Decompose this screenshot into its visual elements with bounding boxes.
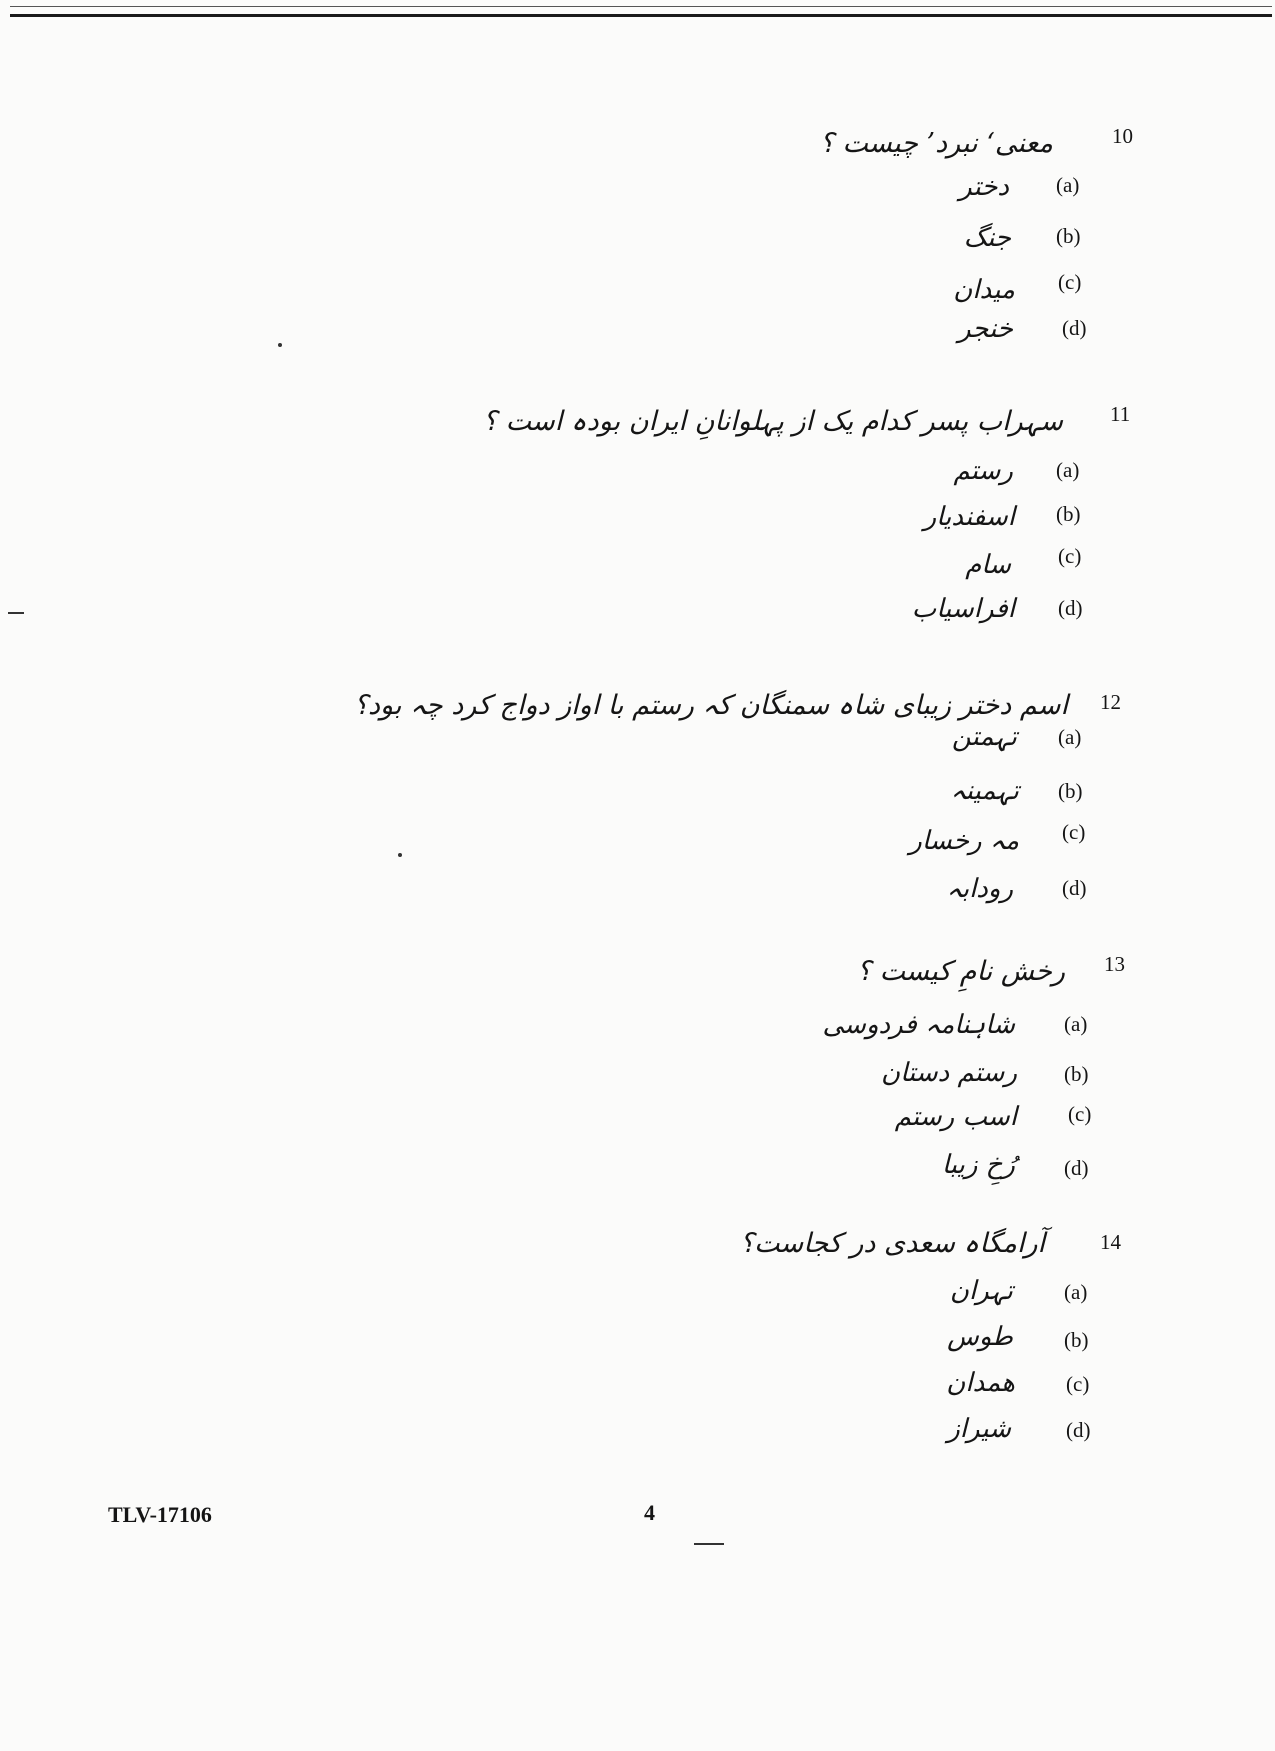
question-number: 14	[1100, 1230, 1121, 1254]
speck	[8, 612, 24, 614]
option-letter: (d)	[1058, 596, 1083, 620]
option-letter: (c)	[1058, 544, 1082, 568]
option-letter: (b)	[1056, 502, 1081, 526]
top-rule	[10, 6, 1272, 7]
option-letter: (b)	[1058, 779, 1083, 803]
option-letter: (c)	[1068, 1102, 1092, 1126]
speck	[278, 343, 282, 347]
question-text: رخش نامِ کیست ؟	[856, 956, 1065, 987]
option-text: مہ رخسار	[909, 826, 1019, 856]
option-letter: (d)	[1064, 1156, 1089, 1180]
option-text: شیراز	[947, 1414, 1011, 1444]
option-letter: (d)	[1066, 1418, 1091, 1442]
document-code: TLV-17106	[108, 1502, 212, 1527]
option-letter: (b)	[1064, 1328, 1089, 1352]
option-text: جنگ	[963, 223, 1011, 253]
question-text: اسم دختر زیبای شاہ سمنگان کہ رستم با اواز دواج کرد چہ بود؟	[353, 690, 1068, 721]
option-text: رودابہ	[946, 874, 1013, 904]
question-number: 11	[1110, 402, 1131, 426]
option-letter: (c)	[1066, 1372, 1090, 1396]
option-text: شاہنامہ فردوسی	[822, 1010, 1015, 1040]
option-text: دختر	[959, 172, 1009, 202]
page-number: 4	[644, 1500, 655, 1525]
question-number: 13	[1104, 952, 1125, 976]
speck	[398, 853, 402, 857]
option-letter: (a)	[1056, 458, 1080, 482]
question-text: معنی‘ نبرد’ چیست ؟	[819, 128, 1053, 159]
option-letter: (a)	[1064, 1280, 1088, 1304]
question-text: سہراب پسر کدام یک از پہلوانانِ ایران بودہ است ؟	[482, 406, 1063, 437]
option-letter: (d)	[1062, 316, 1087, 340]
option-text: رستم دستان	[881, 1058, 1017, 1088]
option-letter: (a)	[1056, 173, 1080, 197]
question-number: 12	[1100, 690, 1121, 714]
option-letter: (c)	[1062, 820, 1086, 844]
option-text: افراسیاب	[911, 594, 1015, 624]
question-text: آرامگاہ سعدی در کجاست؟	[739, 1228, 1045, 1259]
option-text: اسب رستم	[894, 1102, 1017, 1132]
top-rule-thick	[10, 14, 1272, 17]
option-letter: (a)	[1058, 725, 1082, 749]
option-text: سام	[965, 550, 1011, 580]
option-text: خنجر	[957, 314, 1013, 344]
question-number: 10	[1112, 124, 1133, 148]
option-text: تہمینہ	[950, 776, 1019, 806]
option-letter: (a)	[1064, 1012, 1088, 1036]
option-text: میدان	[953, 275, 1015, 305]
option-text: تہران	[949, 1276, 1013, 1306]
option-text: ھمدان	[946, 1368, 1015, 1398]
option-letter: (c)	[1058, 270, 1082, 294]
option-text: طوس	[947, 1322, 1013, 1352]
footer-dash	[694, 1543, 724, 1545]
option-letter: (b)	[1064, 1062, 1089, 1086]
option-letter: (b)	[1056, 224, 1081, 248]
option-text: رستم	[953, 456, 1013, 486]
option-text: اسفندیار	[923, 502, 1015, 532]
option-letter: (d)	[1062, 876, 1087, 900]
option-text: تہمتن	[951, 722, 1017, 752]
option-text: رُخِ زیبا	[941, 1150, 1015, 1180]
